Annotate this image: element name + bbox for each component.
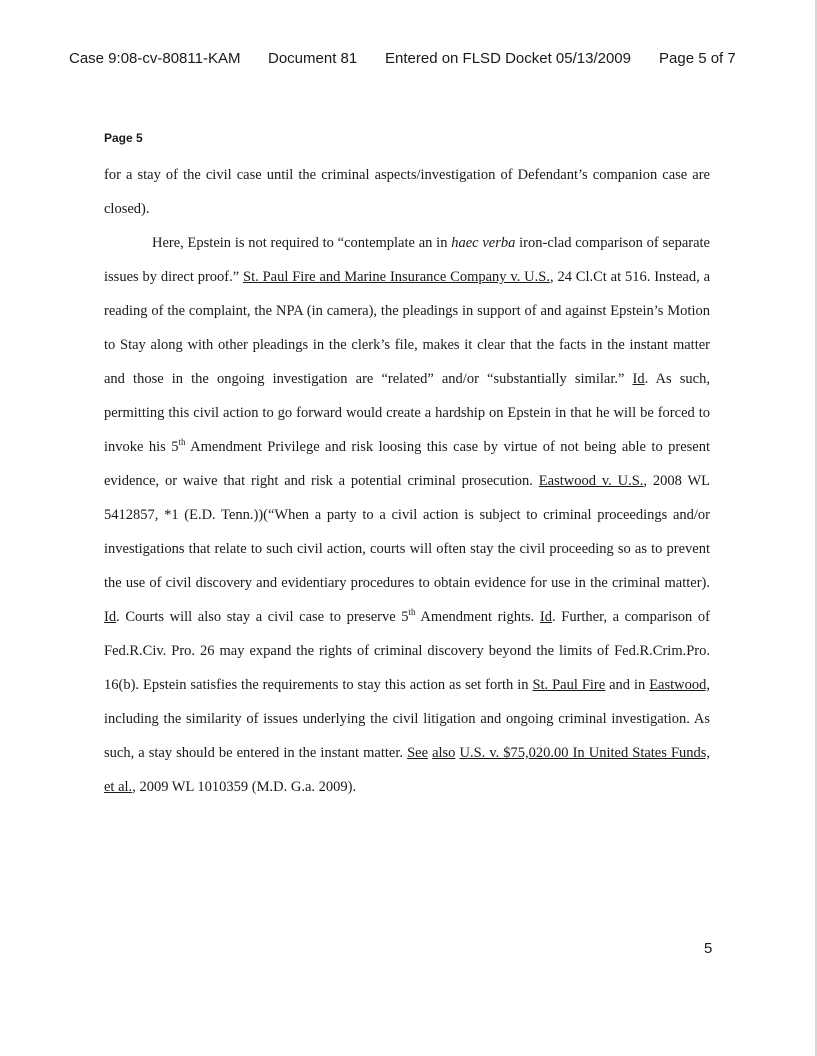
- case-citation: Eastwood,: [649, 677, 711, 693]
- ordinal-suffix: th: [178, 437, 186, 448]
- case-citation: Eastwood v. U.S.: [538, 473, 644, 489]
- text-run: , 2009 WL 1010359 (M.D. G.a. 2009).: [132, 779, 357, 795]
- paragraph-continued: for a stay of the civil case until the criminal aspects/investigation of Defendant’s companion case are closed).: [104, 167, 710, 217]
- text-run: Amendment Privilege and risk loosing this case by virtue of not being able to present evidence, or waive that right and risk a potential criminal prosecution.: [104, 439, 710, 489]
- case-citation: U.S. v. $75,020.00 In United States Funds, et al.: [104, 745, 711, 795]
- case-citation: St. Paul Fire and Marine Insurance Company v. U.S.: [243, 269, 550, 285]
- id-citation: Id: [632, 371, 645, 387]
- ordinal-suffix: th: [408, 607, 416, 618]
- text-run: Here, Epstein is not required to “contemplate an in: [152, 235, 452, 251]
- signal-see: See: [407, 745, 428, 761]
- id-citation: Id: [104, 609, 117, 625]
- page-count: Page 5 of 7: [659, 50, 736, 67]
- text-run: including the similarity of issues underlying the civil litigation and ongoing criminal investigation. As such, a stay should be entered in the instant matter.: [104, 711, 710, 761]
- docket-entry-date: Entered on FLSD Docket 05/13/2009: [385, 50, 631, 67]
- text-run: , 24 Cl.Ct at 516. Instead, a reading of the complaint, the NPA (in camera), the pleadings in support of and against Epstein’s Motion to Stay along with other pleadings in the clerk’s file, makes it clear that the facts in the instant matter and those in the ongoing investigation are “related” and/or “substantially similar.”: [104, 269, 710, 387]
- text-run: , 2008 WL 5412857, *1 (E.D. Tenn.))(“When a party to a civil action is subject to criminal proceedings and/or investigations that relate to such civil action, courts will often stay the civil proceeding so as to prevent the use of civil discovery and evidentiary procedures to obtain evidence for use in the criminal matter).: [104, 473, 710, 591]
- page-number: 5: [704, 940, 713, 957]
- body-text: [104, 158, 710, 804]
- text-run: . Further, a comparison of Fed.R.Civ. Pro. 26 may expand the rights of criminal discovery beyond the limits of Fed.R.Crim.Pro. 16(b). Epstein satisfies the requirements to stay this action as set forth in: [104, 609, 710, 693]
- paragraph-main: [104, 226, 710, 804]
- text-run: . Courts will also stay a civil case to preserve 5: [116, 609, 409, 625]
- document-number: Document 81: [268, 50, 358, 67]
- case-citation: St. Paul Fire: [532, 677, 606, 693]
- text-run: Amendment rights.: [415, 609, 540, 625]
- text-run: and in: [605, 677, 650, 693]
- text-run: iron-clad comparison of separate issues by direct proof.”: [104, 235, 710, 285]
- italic-phrase: haec verba: [451, 235, 516, 251]
- text-run: . As such, permitting this civil action to go forward would create a hardship on Epstein in that he will be forced to invoke his 5: [104, 371, 710, 455]
- id-citation: Id: [539, 609, 553, 625]
- case-number: Case 9:08-cv-80811-KAM: [69, 50, 241, 67]
- signal-also: also: [432, 745, 456, 761]
- page-label: Page 5: [104, 131, 143, 145]
- docket-header: [69, 50, 749, 72]
